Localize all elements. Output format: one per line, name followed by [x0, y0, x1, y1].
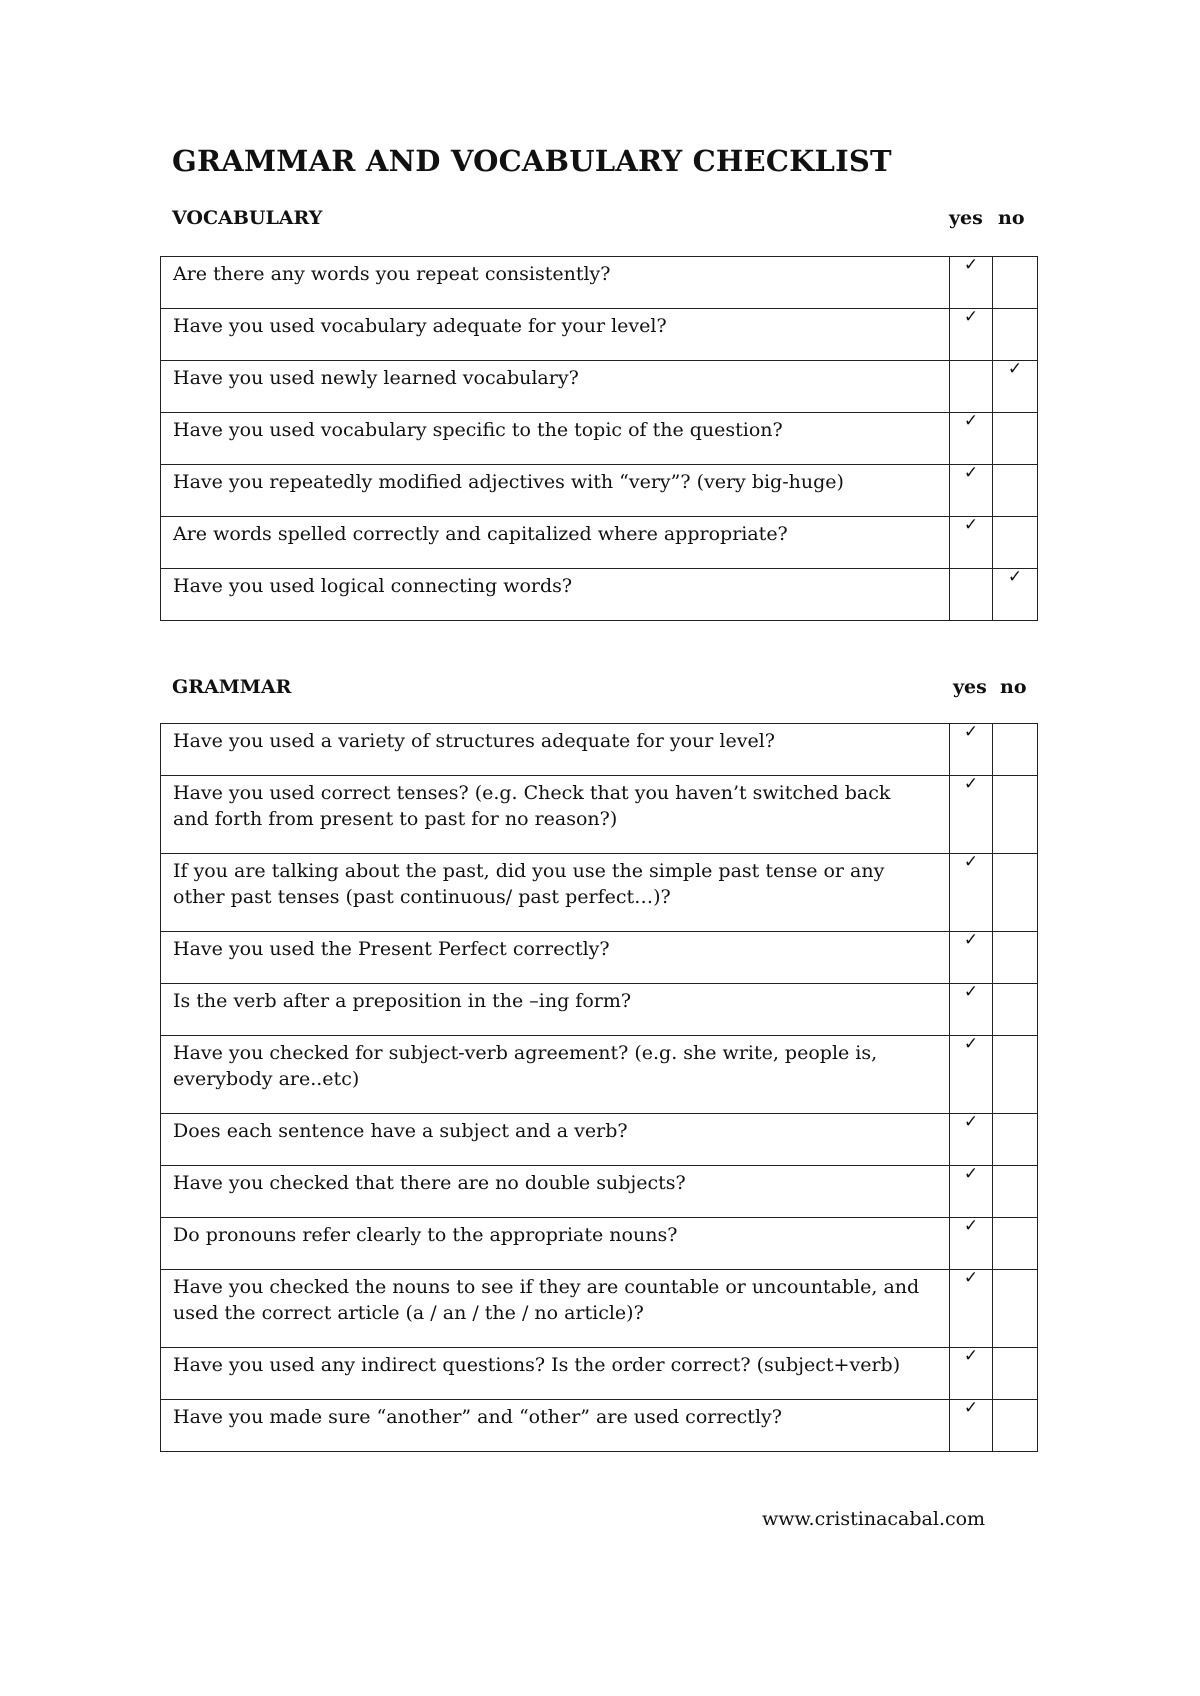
vocabulary-no-header: no: [998, 207, 1025, 229]
no-checkbox[interactable]: [993, 569, 1038, 621]
checkmark-icon: ✓: [963, 1112, 979, 1132]
checklist-row: [161, 932, 1038, 984]
vocabulary-yes-header: yes: [949, 207, 983, 229]
yes-checkbox[interactable]: [950, 1036, 993, 1114]
checkmark-icon: ✓: [963, 515, 979, 535]
checklist-row: [161, 854, 1038, 932]
no-checkbox[interactable]: [993, 517, 1038, 569]
checklist-row: [161, 1036, 1038, 1114]
checklist-question: Have you used correct tenses? (e.g. Check that you haven’t switched back and forth from present to past for no reason?): [161, 776, 950, 854]
vocabulary-heading: VOCABULARY: [172, 207, 323, 229]
yes-checkbox[interactable]: [950, 1348, 993, 1400]
checkmark-icon: ✓: [963, 852, 979, 872]
checklist-question: Have you used logical connecting words?: [161, 569, 950, 621]
no-checkbox[interactable]: [993, 361, 1038, 413]
no-checkbox[interactable]: [993, 1166, 1038, 1218]
checklist-question: Are there any words you repeat consistently?: [161, 257, 950, 309]
yes-checkbox[interactable]: [950, 361, 993, 413]
checklist-row: [161, 1218, 1038, 1270]
yes-checkbox[interactable]: [950, 1166, 993, 1218]
checkmark-icon: ✓: [1007, 359, 1023, 379]
checklist-question: Have you used the Present Perfect correctly?: [161, 932, 950, 984]
checklist-row: [161, 361, 1038, 413]
yes-checkbox[interactable]: [950, 932, 993, 984]
checkmark-icon: ✓: [963, 774, 979, 794]
yes-checkbox[interactable]: [950, 413, 993, 465]
checklist-row: [161, 1166, 1038, 1218]
yes-checkbox[interactable]: [950, 1218, 993, 1270]
yes-checkbox[interactable]: [950, 309, 993, 361]
yes-checkbox[interactable]: [950, 724, 993, 776]
checkmark-icon: ✓: [963, 307, 979, 327]
no-checkbox[interactable]: [993, 465, 1038, 517]
yes-checkbox[interactable]: [950, 1400, 993, 1452]
yes-checkbox[interactable]: [950, 569, 993, 621]
checklist-row: [161, 1114, 1038, 1166]
page-title: GRAMMAR AND VOCABULARY CHECKLIST: [172, 144, 892, 178]
no-checkbox[interactable]: [993, 1218, 1038, 1270]
checkmark-icon: ✓: [963, 1034, 979, 1054]
checkmark-icon: ✓: [963, 1268, 979, 1288]
checkmark-icon: ✓: [963, 1216, 979, 1236]
checklist-question: Have you used vocabulary adequate for your level?: [161, 309, 950, 361]
checklist-question: Have you used newly learned vocabulary?: [161, 361, 950, 413]
checklist-row: [161, 517, 1038, 569]
yes-checkbox[interactable]: [950, 465, 993, 517]
yes-checkbox[interactable]: [950, 1270, 993, 1348]
no-checkbox[interactable]: [993, 309, 1038, 361]
checklist-question: Is the verb after a preposition in the –ing form?: [161, 984, 950, 1036]
checklist-row: [161, 413, 1038, 465]
yes-checkbox[interactable]: [950, 984, 993, 1036]
yes-checkbox[interactable]: [950, 517, 993, 569]
checklist-question: If you are talking about the past, did you use the simple past tense or any other past tenses (past continuous/ past perfect…)?: [161, 854, 950, 932]
no-checkbox[interactable]: [993, 776, 1038, 854]
no-checkbox[interactable]: [993, 1036, 1038, 1114]
no-checkbox[interactable]: [993, 854, 1038, 932]
no-checkbox[interactable]: [993, 257, 1038, 309]
grammar-no-header: no: [1000, 676, 1027, 698]
checklist-question: Do pronouns refer clearly to the appropriate nouns?: [161, 1218, 950, 1270]
checklist-row: [161, 257, 1038, 309]
yes-checkbox[interactable]: [950, 854, 993, 932]
checkmark-icon: ✓: [963, 982, 979, 1002]
checklist-question: Have you used any indirect questions? Is the order correct? (subject+verb): [161, 1348, 950, 1400]
checkmark-icon: ✓: [963, 463, 979, 483]
no-checkbox[interactable]: [993, 1348, 1038, 1400]
checklist-question: Have you checked that there are no double subjects?: [161, 1166, 950, 1218]
checklist-question: Are words spelled correctly and capitalized where appropriate?: [161, 517, 950, 569]
checklist-question: Have you repeatedly modified adjectives with “very”? (very big-huge): [161, 465, 950, 517]
checklist-row: [161, 984, 1038, 1036]
checklist-row: [161, 1400, 1038, 1452]
checkmark-icon: ✓: [963, 411, 979, 431]
checklist-row: [161, 465, 1038, 517]
checklist-row: [161, 776, 1038, 854]
checklist-row: [161, 1270, 1038, 1348]
checkmark-icon: ✓: [963, 255, 979, 275]
checklist-question: Have you checked the nouns to see if they are countable or uncountable, and used the correct article (a / an / the / no article)?: [161, 1270, 950, 1348]
checkmark-icon: ✓: [963, 1398, 979, 1418]
checklist-row: [161, 309, 1038, 361]
grammar-heading: GRAMMAR: [172, 676, 292, 698]
vocabulary-checklist-table: [160, 256, 1038, 621]
checkmark-icon: ✓: [963, 1164, 979, 1184]
checklist-question: Have you used a variety of structures adequate for your level?: [161, 724, 950, 776]
checklist-row: [161, 724, 1038, 776]
footer-website: www.cristinacabal.com: [762, 1508, 986, 1530]
no-checkbox[interactable]: [993, 1114, 1038, 1166]
no-checkbox[interactable]: [993, 1400, 1038, 1452]
no-checkbox[interactable]: [993, 413, 1038, 465]
checkmark-icon: ✓: [963, 930, 979, 950]
checklist-question: Have you made sure “another” and “other” are used correctly?: [161, 1400, 950, 1452]
grammar-checklist-table: [160, 723, 1038, 1452]
checklist-question: Does each sentence have a subject and a verb?: [161, 1114, 950, 1166]
checklist-question: Have you checked for subject-verb agreement? (e.g. she write, people is, everybody are..etc): [161, 1036, 950, 1114]
yes-checkbox[interactable]: [950, 257, 993, 309]
checklist-row: [161, 569, 1038, 621]
no-checkbox[interactable]: [993, 932, 1038, 984]
yes-checkbox[interactable]: [950, 1114, 993, 1166]
grammar-yes-header: yes: [953, 676, 987, 698]
no-checkbox[interactable]: [993, 1270, 1038, 1348]
checkmark-icon: ✓: [1007, 567, 1023, 587]
no-checkbox[interactable]: [993, 724, 1038, 776]
yes-checkbox[interactable]: [950, 776, 993, 854]
no-checkbox[interactable]: [993, 984, 1038, 1036]
checkmark-icon: ✓: [963, 1346, 979, 1366]
checklist-row: [161, 1348, 1038, 1400]
checklist-question: Have you used vocabulary specific to the topic of the question?: [161, 413, 950, 465]
checkmark-icon: ✓: [963, 722, 979, 742]
